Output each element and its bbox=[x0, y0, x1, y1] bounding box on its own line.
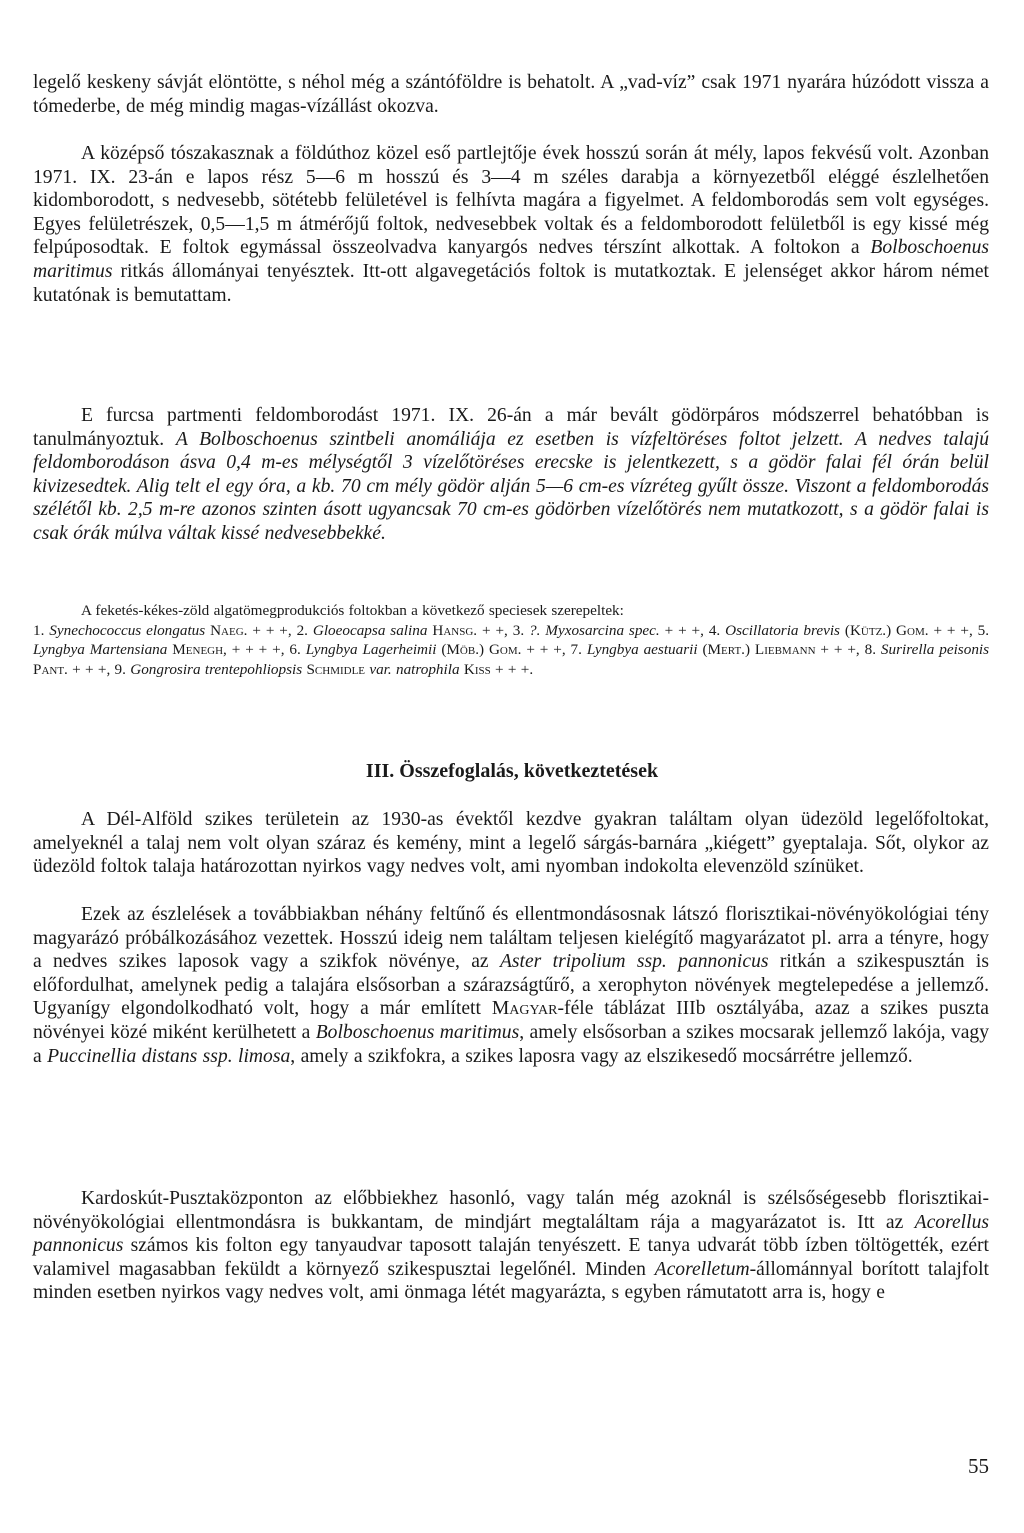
species-name: Aster tripolium ssp. pannonicus bbox=[499, 951, 769, 973]
association-name: Acorelletum bbox=[654, 1258, 750, 1280]
species-intro: A feketés-kékes-zöld algatömegprodukciós foltokban a következő speciesek szerepeltek: bbox=[81, 602, 624, 619]
variety-rating: + + +. bbox=[490, 660, 534, 678]
species-name: Puccinellia distans ssp. limosa bbox=[47, 1045, 291, 1067]
paragraph-5-text: , amely a szikfokra, a szikes laposra vagy az elszikesedő mocsárrétre jellemző. bbox=[290, 1045, 913, 1067]
species-item bbox=[115, 661, 534, 678]
species-name: Lyngbya Martensiana bbox=[33, 641, 168, 659]
species-rating: + + +, bbox=[521, 641, 571, 659]
paragraph-1: legelő keskeny sávját elöntötte, s néhol még a szántóföldre is behatolt. A „vad-víz” csak 1971 nyarára húzódott vissza a tómederbe, de még mindig magas-vízállást okozva. bbox=[33, 72, 989, 117]
species-author: (Kütz.) Gom. bbox=[839, 621, 929, 639]
species-list bbox=[33, 601, 989, 679]
species-name: Oscillatoria brevis bbox=[725, 621, 840, 639]
paragraph-6-text: számos kis folton egy tanyaudvar taposott talaján tenyészett. E tanya udvarát több ízben töltögették, ezért valamivel magasabban feküldt a környező szikespusztai legelőnél. Minden bbox=[33, 1235, 989, 1280]
paragraph-6-text: -állománnyal borított talajfolt minden esetben nyirkos vagy nedves volt, ami önmaga létét magyarázta, s egyben rámutatott arra is, hogy e bbox=[33, 1258, 989, 1304]
species-rating: + + +, bbox=[247, 621, 297, 639]
species-author: Pant. bbox=[33, 660, 68, 678]
species-name: ?. Myxosarcina spec. bbox=[529, 621, 660, 639]
species-rating: + + +, bbox=[928, 621, 978, 639]
paragraph-5-text: -féle táblázat IIIb osztályába, azaz a szikes puszta növényei közé miként kerülhetett a bbox=[33, 998, 989, 1043]
species-rating: + + +, bbox=[815, 641, 865, 659]
species-author: (Mert.) Liebmann bbox=[697, 641, 816, 659]
section-heading: III. Összefoglalás, következtetések bbox=[365, 760, 659, 782]
species-num: 8. bbox=[864, 641, 881, 659]
species-author: Hansg. bbox=[427, 621, 478, 639]
species-name: Lyngbya Lagerheimii bbox=[305, 641, 437, 659]
species-name: Gongrosira trentepohliopsis bbox=[130, 660, 303, 678]
species-item bbox=[709, 622, 978, 639]
paragraph-5 bbox=[33, 903, 989, 1068]
species-num: 9. bbox=[114, 660, 131, 678]
paragraph-2 bbox=[33, 142, 989, 307]
paragraph-3-text: E furcsa partmenti feldomborodást 1971. IX. 26-án a már bevált gödörpáros módszerrel behatóbban is tanulmányoztuk. bbox=[33, 405, 989, 450]
species-rating: + +, bbox=[477, 621, 513, 639]
species-item bbox=[33, 622, 297, 639]
species-name: Acorellus pannonicus bbox=[33, 1211, 989, 1257]
paragraph-5-text: Ezek az észlelések a továbbiakban néhány feltűnő és ellentmondásosnak látszó florisztikai-növényökológiai tény magyarázó próbálkozásához vezettek. Hosszú ideig nem találtam teljesen kielégítő magyarázatot pl. arra a tényre, hogy a nedves szikes laposok vagy a szikfok növénye, az bbox=[33, 904, 989, 973]
species-item bbox=[571, 641, 865, 658]
species-name: Synechococcus elongatus bbox=[49, 621, 206, 639]
species-item bbox=[289, 641, 570, 658]
paragraph-5-text: , amely elsősorban a szikes mocsarak jellemző lakója, vagy a bbox=[33, 1021, 989, 1067]
species-item bbox=[513, 622, 709, 639]
species-num: 7. bbox=[570, 641, 587, 659]
species-name: Lyngbya aestuarii bbox=[586, 641, 698, 659]
species-author: (Möb.) Gom. bbox=[436, 641, 522, 659]
species-author: Menegh, bbox=[167, 641, 227, 659]
paragraph-6-text: Kardoskút-Pusztaközponton az előbbiekhez hasonló, vagy talán még azoknál is szélsőségesebb florisztikai-növényökológiai ellentmondásra is bukkantam, de mindjárt megtaláltam rája a magyarázatot is. Itt az bbox=[33, 1188, 989, 1233]
species-rating: + + + +, bbox=[226, 641, 290, 659]
species-author: Naeg. bbox=[205, 621, 248, 639]
species-rating: + + +, bbox=[659, 621, 709, 639]
variety-author: Kiss bbox=[459, 660, 491, 678]
species-items bbox=[33, 621, 989, 680]
species-name: Gloeocapsa salina bbox=[312, 621, 428, 639]
author-name: Magyar bbox=[491, 998, 558, 1020]
paragraph-6 bbox=[33, 1187, 989, 1305]
species-num: 3. bbox=[512, 621, 530, 639]
variety-name: natrophila bbox=[395, 660, 460, 678]
paragraph-3-italic: A Bolboschoenus szintbeli anomáliája ez esetben is vízfeltöréses foltot jelzett. A nedves talajú feldomborodáson ásva 0,4 m-es mélységtől 3 vízelőtöréses erecske is jelentkezett, s a gödör falai fél órán belül kivizesedtek. Alig telt el egy óra, a kb. 70 cm mély gödör alján 5—6 cm-es vízréteg gyűlt össze. Viszont a feldomborodás szélétől kb. 2,5 m-re azonos szinten ásott ugyancsak 70 cm-es gödörben vízelőtörés nem mutatkozott, s a gödör falai is csak órák múlva váltak kissé nedvesebbekké. bbox=[33, 428, 989, 544]
paragraph-5-text: ritkán a szikespusztán is előfordulhat, amelynek pedig a talajára elsősorban a szárazságtűrő, a xerophyton növények megtelepedése a jellemző. Ugyanígy elgondolkodható volt, hogy a már említett bbox=[33, 951, 989, 1020]
paragraph-3 bbox=[33, 404, 989, 546]
paragraph-4: A Dél-Alföld szikes területein az 1930-as évektől kezdve gyakran találtam olyan üdezöld legelőfoltokat, amelyeknél a talaj nem volt olyan száraz és kemény, mint a legelő sárgás-barnára „kiégett” gyeptalaja. Sőt, olykor az üdezöld foltok talaja határozottan nyirkos vagy nedves volt, ami nyomban indokolta elevenzöld színüket. bbox=[33, 809, 989, 878]
species-num: 4. bbox=[708, 621, 726, 639]
species-name: Bolboschoenus maritimus bbox=[33, 237, 989, 282]
species-item bbox=[297, 622, 513, 639]
species-num: 1. bbox=[33, 621, 50, 639]
species-num: 5. bbox=[977, 621, 990, 639]
paragraph-2-text: A középső tószakasznak a földúthoz közel eső partlejtője évek hosszú során át mély, lapos fekvésű volt. Azonban 1971. IX. 23-án e lapos rész 5—6 m hosszú és 3—4 m széles darabja a környezetből eléggé észlelhetően kidomborodott, s nedvesebb, sötétebb felületével is felhívta magára a figyelmet. A feldomborodás sem volt egységes. Egyes felületrészek, 0,5—1,5 m átmérőjű foltok, nedvesebbek voltak és a feldomborodott felületből is egy kissé még felpúposodtak. E foltok egymással összeolvadva kanyargós nedves térszínt alkottak. A foltokon a bbox=[33, 143, 989, 259]
page-number: 55 bbox=[968, 1454, 989, 1478]
species-name: Bolboschoenus maritimus bbox=[315, 1021, 520, 1043]
species-author: Schmidle bbox=[302, 660, 366, 678]
species-name: Surirella peisonis bbox=[880, 641, 990, 659]
species-num: 6. bbox=[289, 641, 306, 659]
species-num: 2. bbox=[296, 621, 313, 639]
species-rating: + + +, bbox=[67, 660, 115, 678]
variety-label: var. bbox=[365, 660, 396, 678]
paragraph-2-end: ritkás állományai tenyésztek. Itt-ott algavegetációs foltok is mutatkoztak. E jelenséget akkor három német kutatónak is bemutattam. bbox=[33, 260, 989, 306]
